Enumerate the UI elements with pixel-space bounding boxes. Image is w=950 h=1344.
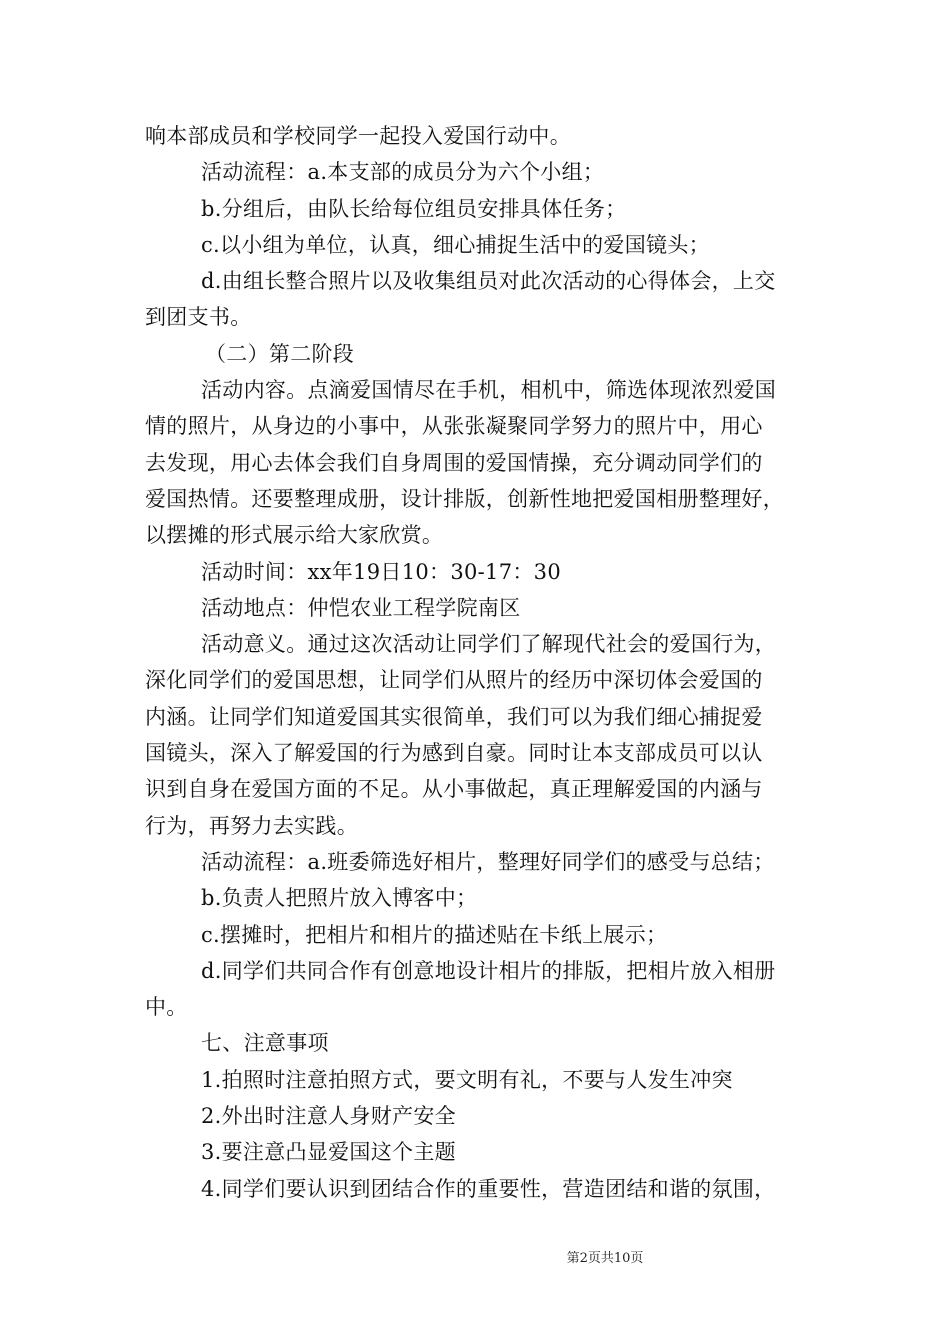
page-number: 第2页共10页 xyxy=(566,1251,644,1266)
paragraph-line: 响本部成员和学校同学一起投入爱国行动中。 xyxy=(145,124,571,148)
paragraph-line: 中。 xyxy=(145,995,188,1020)
section-heading: （二）第二阶段 xyxy=(205,341,355,366)
paragraph-line: 去发现，用心去体会我们自身周围的爱国情操，充分调动同学们的 xyxy=(145,450,763,475)
paragraph-line: 以摆摊的形式展示给大家欣赏。 xyxy=(145,523,444,548)
list-item: 4.同学们要认识到团结合作的重要性，营造团结和谐的氛围， xyxy=(201,1176,776,1201)
section-heading: 七、注意事项 xyxy=(201,1031,329,1056)
paragraph-line: 识到自身在爱国方面的不足。从小事做起，真正理解爱国的内涵与 xyxy=(145,777,763,802)
paragraph-line: 深化同学们的爱国思想，让同学们从照片的经历中深切体会爱国的 xyxy=(145,668,763,693)
paragraph-line: 爱国热情。还要整理成册，设计排版，创新性地把爱国相册整理好， xyxy=(145,486,784,511)
paragraph-line: b.分组后，由队长给每位组员安排具体任务； xyxy=(201,196,627,221)
paragraph-line: 行为，再努力去实践。 xyxy=(145,813,358,838)
paragraph-line: 到团支书。 xyxy=(145,305,252,330)
paragraph-line: 活动流程：a.班委筛选好相片，整理好同学们的感受与总结； xyxy=(201,849,775,874)
paragraph-line: 活动意义。通过这次活动让同学们了解现代社会的爱国行为， xyxy=(201,632,777,657)
paragraph-line: 内涵。让同学们知道爱国其实很简单，我们可以为我们细心捕捉爱 xyxy=(145,704,763,729)
paragraph-line: 活动地点：仲恺农业工程学院南区 xyxy=(201,595,521,620)
paragraph-line: b.负责人把照片放入博客中； xyxy=(201,886,478,911)
paragraph-line: 活动时间：xx年19日10：30-17：30 xyxy=(201,559,561,584)
paragraph-line: 活动内容。点滴爱国情尽在手机，相机中，筛选体现浓烈爱国 xyxy=(201,378,777,403)
paragraph-line: c.摆摊时，把相片和相片的描述贴在卡纸上展示； xyxy=(201,922,668,947)
paragraph-line: d.由组长整合照片以及收集组员对此次活动的心得体会，上交 xyxy=(201,269,776,294)
list-item: 1.拍照时注意拍照方式，要文明有礼，不要与人发生冲突 xyxy=(201,1067,733,1092)
paragraph-line: 活动流程：a.本支部的成员分为六个小组； xyxy=(201,160,605,185)
list-item: 2.外出时注意人身财产安全 xyxy=(201,1104,456,1129)
paragraph-line: c.以小组为单位，认真，细心捕捉生活中的爱国镜头； xyxy=(201,232,710,257)
paragraph-line: 情的照片，从身边的小事中，从张张凝聚同学努力的照片中，用心 xyxy=(145,414,763,439)
document-body xyxy=(145,118,825,1207)
paragraph-line: d.同学们共同合作有创意地设计相片的排版，把相片放入相册 xyxy=(201,958,776,983)
list-item: 3.要注意凸显爱国这个主题 xyxy=(201,1140,456,1165)
paragraph-line: 国镜头，深入了解爱国的行为感到自豪。同时让本支部成员可以认 xyxy=(145,741,763,766)
